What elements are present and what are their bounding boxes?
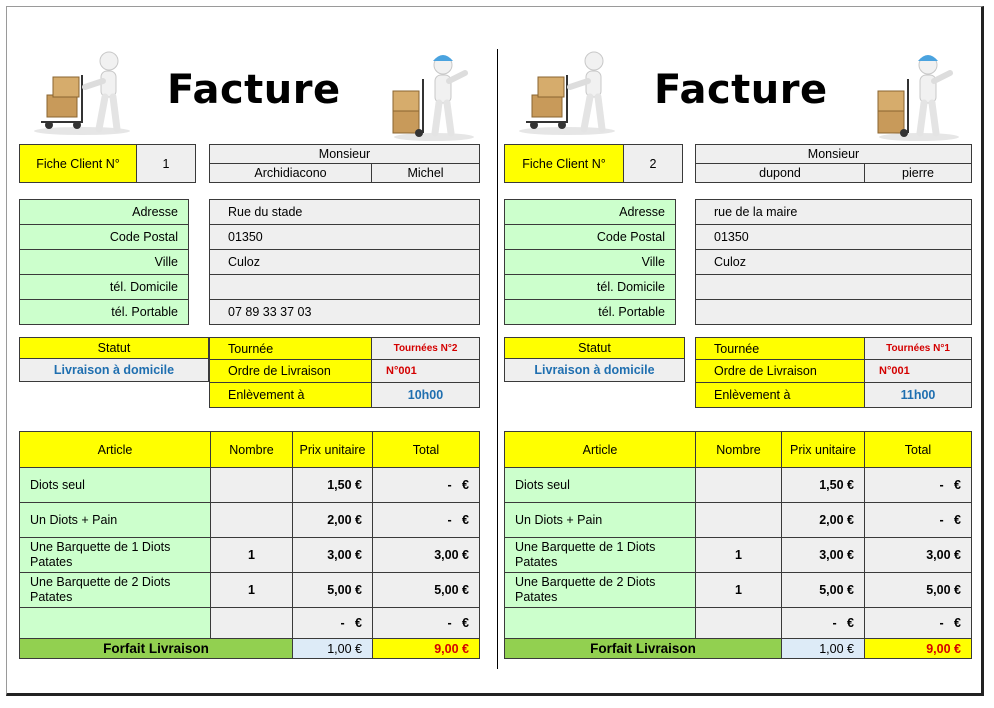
table-row-total: - € xyxy=(372,607,480,639)
mobile-phone-value[interactable] xyxy=(695,299,972,325)
table-row-nombre[interactable]: 1 xyxy=(210,572,293,608)
header-article: Article xyxy=(504,431,696,468)
forfait-price: 1,00 € xyxy=(292,638,373,659)
table-row-prix: - € xyxy=(781,607,865,639)
civility-cell[interactable]: Monsieur xyxy=(209,144,480,164)
table-row-total: 5,00 € xyxy=(372,572,480,608)
table-row-prix: 2,00 € xyxy=(781,502,865,538)
forfait-price: 1,00 € xyxy=(781,638,865,659)
table-row-prix: 1,50 € xyxy=(292,467,373,503)
header-total: Total xyxy=(372,431,480,468)
header-nombre: Nombre xyxy=(210,431,293,468)
table-row-total: - € xyxy=(864,467,972,503)
table-row-total: - € xyxy=(372,467,480,503)
table-row-nombre[interactable]: 1 xyxy=(210,537,293,573)
table-row-total: 5,00 € xyxy=(864,572,972,608)
city-value[interactable]: Culoz xyxy=(695,249,972,275)
header-nombre: Nombre xyxy=(695,431,782,468)
delivery-order-label: Ordre de Livraison xyxy=(209,359,372,383)
status-label: Statut xyxy=(19,337,209,359)
forfait-label: Forfait Livraison xyxy=(19,638,293,659)
delivery-man-thumbsup-icon xyxy=(389,49,479,141)
address-label: Adresse xyxy=(19,199,189,225)
header-unit-price: Prix unitaire xyxy=(292,431,373,468)
table-row-nombre[interactable]: 1 xyxy=(695,537,782,573)
delivery-man-thumbsup-icon xyxy=(874,49,964,141)
home-phone-value[interactable] xyxy=(695,274,972,300)
table-row-nombre[interactable] xyxy=(695,607,782,639)
delivery-man-cart-icon xyxy=(27,47,137,137)
forfait-label: Forfait Livraison xyxy=(504,638,782,659)
postal-code-value[interactable]: 01350 xyxy=(209,224,480,250)
city-label: Ville xyxy=(504,249,676,275)
table-row-nombre[interactable] xyxy=(210,607,293,639)
tournee-value[interactable]: Tournées N°1 xyxy=(864,337,972,360)
table-row-nombre[interactable] xyxy=(695,502,782,538)
table-row-article[interactable] xyxy=(504,607,696,639)
table-row-total: 3,00 € xyxy=(372,537,480,573)
pickup-value[interactable]: 10h00 xyxy=(371,382,480,408)
table-row-article[interactable]: Un Diots + Pain xyxy=(504,502,696,538)
table-row-total: - € xyxy=(864,607,972,639)
table-row-article[interactable]: Une Barquette de 1 Diots Patates xyxy=(504,537,696,573)
table-row-nombre[interactable] xyxy=(695,467,782,503)
home-phone-label: tél. Domicile xyxy=(504,274,676,300)
table-row-article[interactable]: Un Diots + Pain xyxy=(19,502,211,538)
invoice-2 xyxy=(504,7,974,697)
status-value[interactable]: Livraison à domicile xyxy=(504,358,685,382)
table-row-article[interactable]: Diots seul xyxy=(19,467,211,503)
postal-code-value[interactable]: 01350 xyxy=(695,224,972,250)
civility-cell[interactable]: Monsieur xyxy=(695,144,972,164)
address-label: Adresse xyxy=(504,199,676,225)
table-row-total: 3,00 € xyxy=(864,537,972,573)
city-label: Ville xyxy=(19,249,189,275)
postal-code-label: Code Postal xyxy=(19,224,189,250)
header-article: Article xyxy=(19,431,211,468)
client-number-label: Fiche Client N° xyxy=(19,144,137,183)
table-row-prix: 2,00 € xyxy=(292,502,373,538)
first-name-cell[interactable]: pierre xyxy=(864,163,972,183)
table-row-article[interactable]: Une Barquette de 2 Diots Patates xyxy=(504,572,696,608)
last-name-cell[interactable]: dupond xyxy=(695,163,865,183)
table-row-nombre[interactable]: 1 xyxy=(695,572,782,608)
table-row-nombre[interactable] xyxy=(210,467,293,503)
status-value[interactable]: Livraison à domicile xyxy=(19,358,209,382)
delivery-order-value[interactable]: N°001 xyxy=(864,359,972,383)
first-name-cell[interactable]: Michel xyxy=(371,163,480,183)
postal-code-label: Code Postal xyxy=(504,224,676,250)
invoice-title: Facture xyxy=(654,67,828,113)
table-row-prix: 5,00 € xyxy=(781,572,865,608)
table-row-prix: 3,00 € xyxy=(781,537,865,573)
spreadsheet-page xyxy=(6,6,984,696)
table-row-total: - € xyxy=(372,502,480,538)
header-total: Total xyxy=(864,431,972,468)
mobile-phone-value[interactable]: 07 89 33 37 03 xyxy=(209,299,480,325)
mobile-phone-label: tél. Portable xyxy=(19,299,189,325)
table-row-prix: 1,50 € xyxy=(781,467,865,503)
client-number-value[interactable]: 1 xyxy=(136,144,196,183)
home-phone-value[interactable] xyxy=(209,274,480,300)
page-separator xyxy=(497,49,498,669)
table-row-prix: - € xyxy=(292,607,373,639)
delivery-man-cart-icon xyxy=(512,47,622,137)
pickup-label: Enlèvement à xyxy=(209,382,372,408)
table-row-total: - € xyxy=(864,502,972,538)
pickup-value[interactable]: 11h00 xyxy=(864,382,972,408)
client-number-value[interactable]: 2 xyxy=(623,144,683,183)
table-row-nombre[interactable] xyxy=(210,502,293,538)
table-row-prix: 5,00 € xyxy=(292,572,373,608)
mobile-phone-label: tél. Portable xyxy=(504,299,676,325)
table-row-prix: 3,00 € xyxy=(292,537,373,573)
invoice-1 xyxy=(19,7,489,697)
delivery-order-value[interactable]: N°001 xyxy=(371,359,480,383)
tournee-label: Tournée xyxy=(209,337,372,360)
grand-total: 9,00 € xyxy=(372,638,480,659)
client-number-label: Fiche Client N° xyxy=(504,144,624,183)
invoice-title: Facture xyxy=(167,67,341,113)
table-row-article[interactable]: Une Barquette de 1 Diots Patates xyxy=(19,537,211,573)
city-value[interactable]: Culoz xyxy=(209,249,480,275)
status-label: Statut xyxy=(504,337,685,359)
last-name-cell[interactable]: Archidiacono xyxy=(209,163,372,183)
delivery-order-label: Ordre de Livraison xyxy=(695,359,865,383)
table-row-article[interactable] xyxy=(19,607,211,639)
grand-total: 9,00 € xyxy=(864,638,972,659)
table-row-article[interactable]: Diots seul xyxy=(504,467,696,503)
address-value[interactable]: Rue du stade xyxy=(209,199,480,225)
tournee-value[interactable]: Tournées N°2 xyxy=(371,337,480,360)
address-value[interactable]: rue de la maire xyxy=(695,199,972,225)
table-row-article[interactable]: Une Barquette de 2 Diots Patates xyxy=(19,572,211,608)
header-unit-price: Prix unitaire xyxy=(781,431,865,468)
tournee-label: Tournée xyxy=(695,337,865,360)
pickup-label: Enlèvement à xyxy=(695,382,865,408)
home-phone-label: tél. Domicile xyxy=(19,274,189,300)
